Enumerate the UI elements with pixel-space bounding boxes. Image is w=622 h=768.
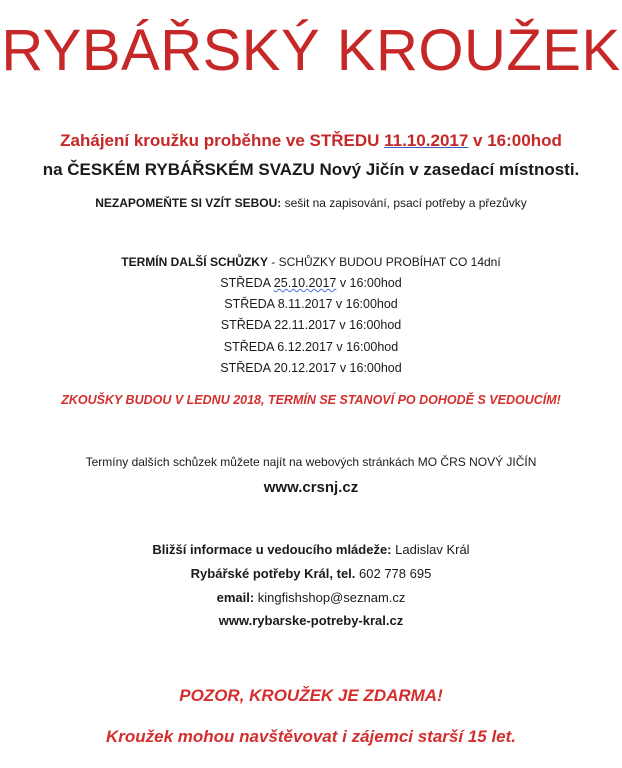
reminder-text: sešit na zapisování, psací potřeby a přezůvky <box>281 196 527 210</box>
schedule-date: 25.10.2017 <box>273 276 337 290</box>
page-title: RYBÁŘSKÝ KROUŽEK <box>1 18 621 83</box>
schedule-time: v 16:00hod <box>335 318 402 332</box>
exam-notice: ZKOUŠKY BUDOU V LEDNU 2018, TERMÍN SE STANOVÍ PO DOHODĚ S VEDOUCÍM! <box>61 393 561 407</box>
contact-email <box>0 590 622 605</box>
start-announcement <box>0 131 622 151</box>
contact-leader <box>0 542 622 557</box>
schedule-heading <box>0 255 622 269</box>
schedule-day: STŘEDA <box>220 361 274 375</box>
leader-label: Bližší informace u vedoucího mládeže: <box>152 542 392 557</box>
schedule-item <box>0 361 622 375</box>
schedule-item <box>0 297 622 311</box>
email-label: email: <box>216 590 255 605</box>
age-notice: Kroužek mohou navštěvovat i zájemci starší 15 let. <box>105 727 517 746</box>
schedule-day: STŘEDA <box>224 297 278 311</box>
website-link[interactable]: www.crsnj.cz <box>263 479 359 496</box>
website-info: Termíny dalších schůzek můžete najít na webových stránkách MO ČRS NOVÝ JIČÍN <box>85 455 537 469</box>
schedule-date: 6.12.2017 <box>277 340 333 354</box>
schedule-date: 8.11.2017 <box>277 297 333 311</box>
schedule-day: STŘEDA <box>220 276 274 290</box>
email-value[interactable]: kingfishshop@seznam.cz <box>254 590 406 605</box>
schedule-note: - SCHŮZKY BUDOU PROBÍHAT CO 14dní <box>267 255 501 269</box>
start-prefix: Zahájení kroužku proběhne ve STŘEDU <box>60 131 385 150</box>
shop-website-link[interactable]: www.rybarske-potreby-kral.cz <box>218 613 404 628</box>
schedule-time: v 16:00hod <box>336 276 402 290</box>
schedule-item <box>0 318 622 332</box>
contact-shop <box>0 566 622 581</box>
reminder-label: NEZAPOMEŇTE SI VZÍT SEBOU: <box>95 196 282 210</box>
start-date: 11.10.2017 <box>384 131 469 150</box>
schedule-date: 22.11.2017 <box>274 318 336 332</box>
schedule-time: v 16:00hod <box>332 340 399 354</box>
start-suffix: v 16:00hod <box>468 131 562 150</box>
schedule-time: v 16:00hod <box>332 297 398 311</box>
schedule-item <box>0 276 622 290</box>
schedule-date: 20.12.2017 <box>273 361 337 375</box>
schedule-item <box>0 340 622 354</box>
shop-phone: 602 778 695 <box>355 566 432 581</box>
free-notice: POZOR, KROUŽEK JE ZDARMA! <box>179 686 443 705</box>
schedule-day: STŘEDA <box>223 340 278 354</box>
schedule-day: STŘEDA <box>220 318 275 332</box>
schedule-label: TERMÍN DALŠÍ SCHŮZKY <box>121 255 268 269</box>
start-location: na ČESKÉM RYBÁŘSKÉM SVAZU Nový Jičín v zasedací místnosti. <box>42 160 580 179</box>
leader-name: Ladislav Král <box>391 542 470 557</box>
shop-label: Rybářské potřeby Král, tel. <box>190 566 356 581</box>
schedule-time: v 16:00hod <box>336 361 402 375</box>
reminder-line <box>0 196 622 210</box>
